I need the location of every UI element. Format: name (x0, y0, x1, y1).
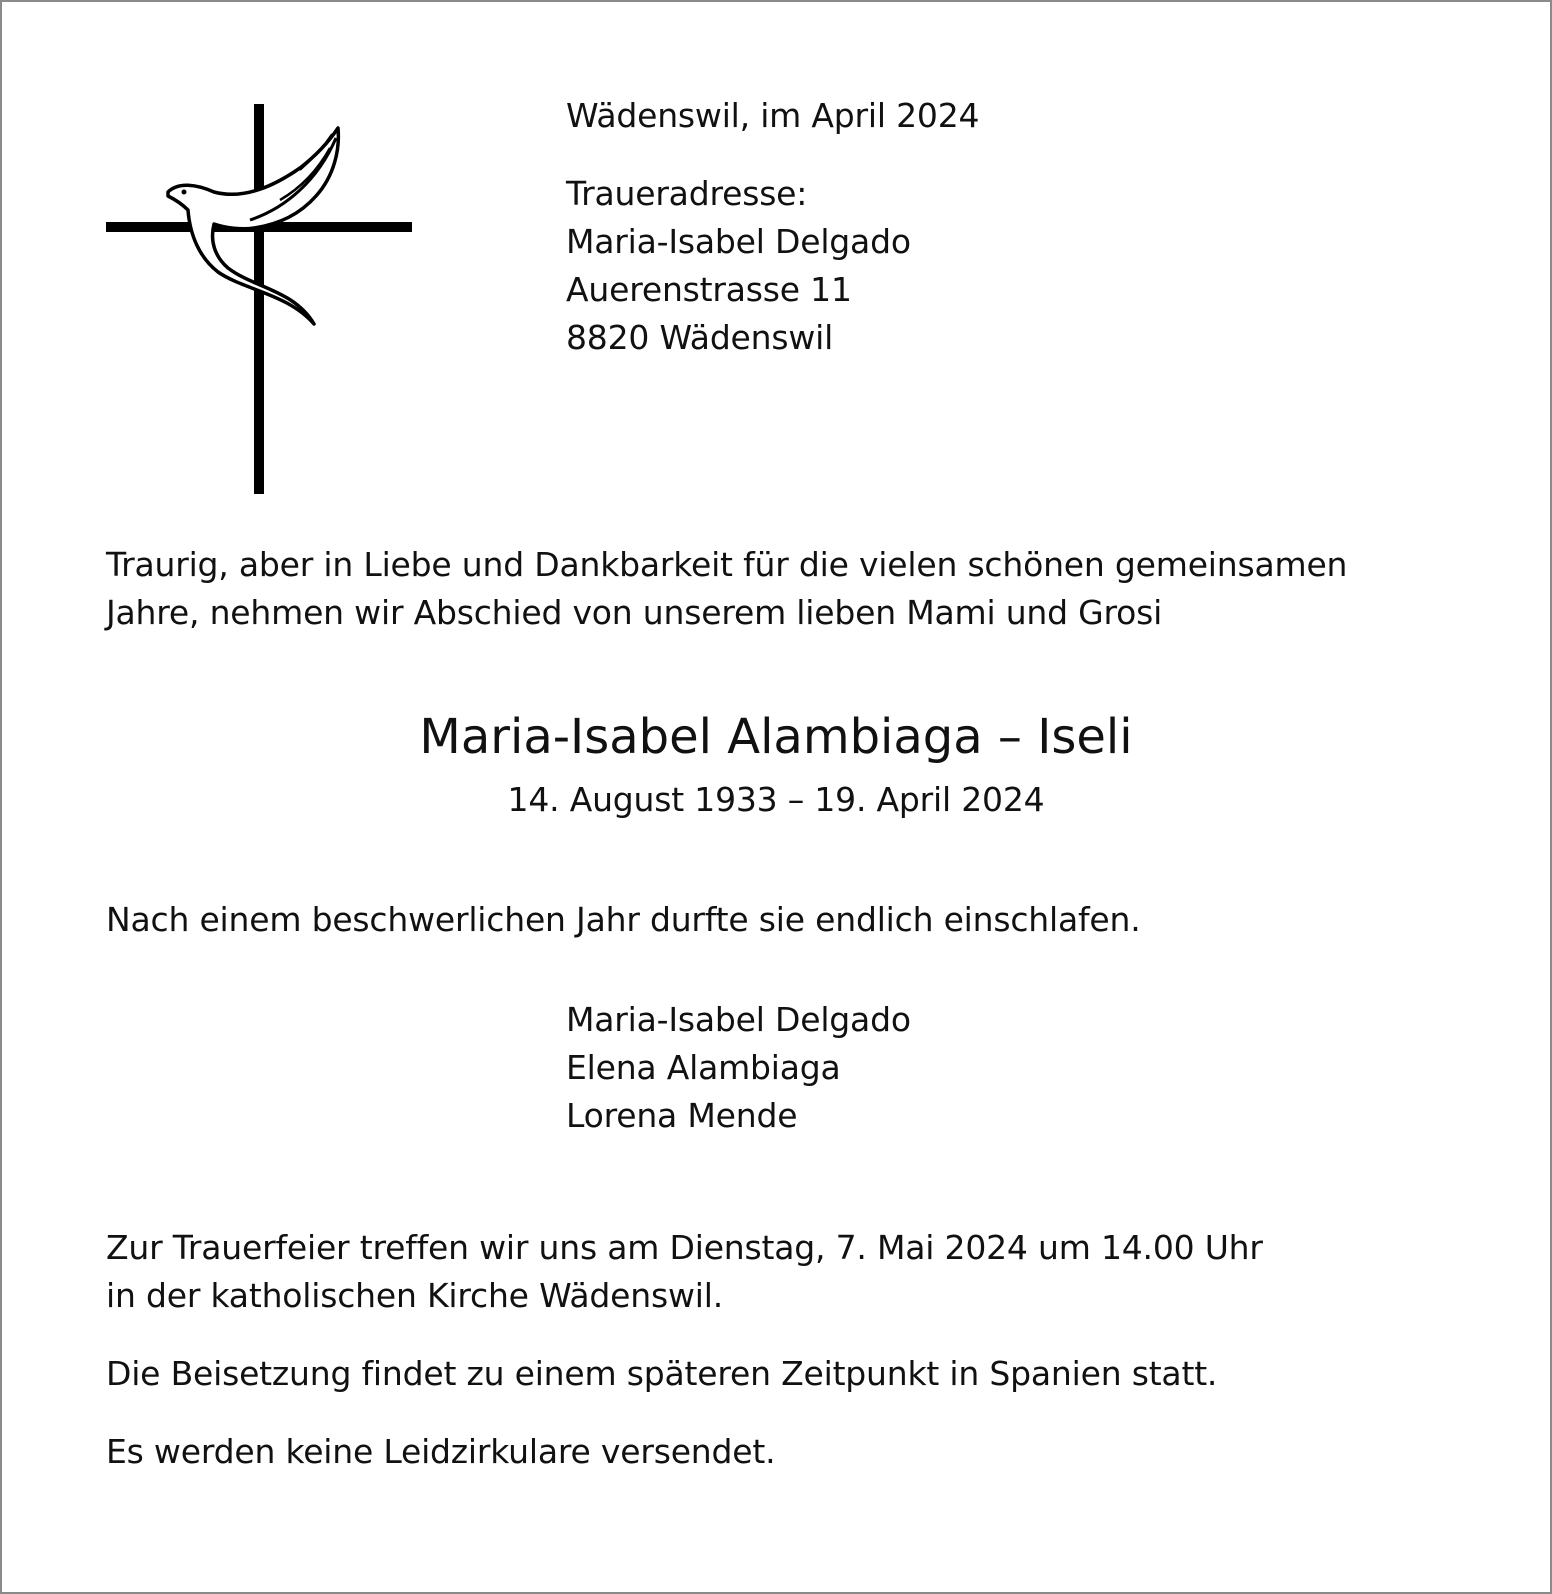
address-line: Maria-Isabel Delgado (566, 222, 911, 261)
mourner-name: Lorena Mende (566, 1096, 798, 1135)
cross-with-dove-icon (104, 100, 424, 500)
intro-line: Jahre, nehmen wir Abschied von unserem lieben Mami und Grosi (106, 593, 1163, 632)
place-date: Wädenswil, im April 2024 (566, 96, 980, 135)
mourner-name: Maria-Isabel Delgado (566, 1000, 911, 1039)
deceased-name: Maria-Isabel Alambiaga – Iseli (419, 709, 1133, 765)
burial-note: Die Beisetzung findet zu einem späteren Zeitpunkt in Spanien statt. (106, 1354, 1218, 1393)
ceremony-text (106, 1224, 1263, 1320)
address-line: 8820 Wädenswil (566, 318, 834, 357)
mourner-name: Elena Alambiaga (566, 1048, 841, 1087)
circular-notice: Es werden keine Leidzirkulare versendet. (106, 1432, 776, 1471)
intro-line: Traurig, aber in Liebe und Dankbarkeit für die vielen schönen gemeinsamen (106, 545, 1348, 584)
farewell-message: Nach einem beschwerlichen Jahr durfte sie endlich einschlafen. (106, 900, 1141, 939)
life-dates: 14. August 1933 – 19. April 2024 (507, 780, 1045, 819)
ceremony-line: Zur Trauerfeier treffen wir uns am Dienstag, 7. Mai 2024 um 14.00 Uhr (106, 1228, 1263, 1267)
mourning-address (566, 170, 911, 362)
address-label: Traueradresse: (566, 174, 808, 213)
address-line: Auerenstrasse 11 (566, 270, 852, 309)
ceremony-line: in der katholischen Kirche Wädenswil. (106, 1276, 723, 1315)
intro-text (106, 541, 1347, 637)
mourners-list (566, 996, 911, 1140)
